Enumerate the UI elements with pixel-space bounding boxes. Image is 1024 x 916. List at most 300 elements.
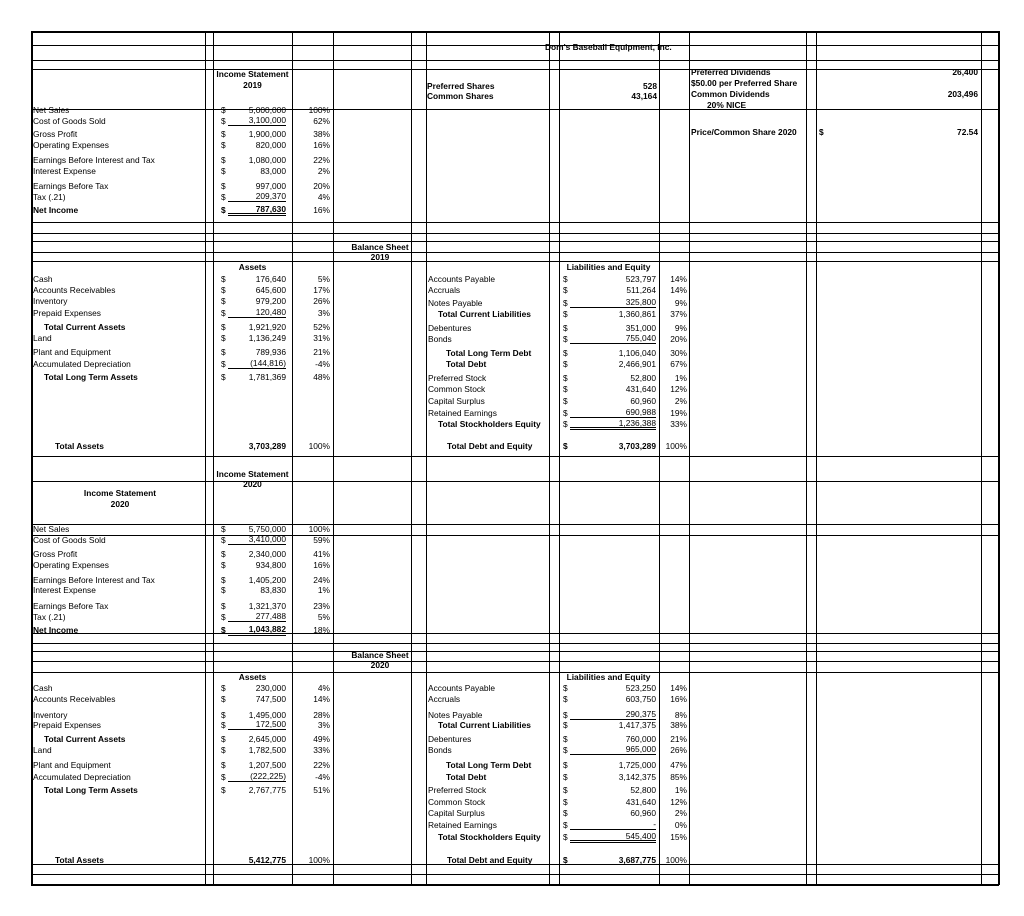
dollar-sign: $ bbox=[563, 832, 568, 842]
liability-value: 52,800 bbox=[630, 785, 656, 795]
asset-percent: 14% bbox=[313, 694, 330, 704]
liability-percent: 0% bbox=[674, 820, 687, 830]
liabilities-equity-header: Liabilities and Equity bbox=[566, 262, 651, 272]
dollar-sign: $ bbox=[563, 441, 568, 451]
asset-row-label: Cash bbox=[33, 274, 53, 284]
grid-hline bbox=[31, 31, 999, 33]
dollar-sign: $ bbox=[221, 560, 226, 570]
liability-value: 431,640 bbox=[625, 384, 656, 394]
total-debt-equity-label: Total Debt and Equity bbox=[447, 855, 533, 865]
income-value: 787,630 bbox=[228, 205, 286, 216]
asset-percent: 21% bbox=[313, 347, 330, 357]
liability-row-label: Total Debt bbox=[446, 359, 487, 369]
liability-value: 760,000 bbox=[625, 734, 656, 744]
income-row-label: Operating Expenses bbox=[33, 140, 109, 150]
liability-percent: 1% bbox=[674, 373, 687, 383]
total-assets-percent: 100% bbox=[308, 855, 330, 865]
liability-value: 60,960 bbox=[630, 808, 656, 818]
liability-percent: 33% bbox=[670, 419, 687, 429]
grid-hline bbox=[31, 222, 999, 223]
total-assets-value: 5,412,775 bbox=[248, 855, 286, 865]
liability-value: 690,988 bbox=[570, 408, 656, 418]
asset-value: 1,782,500 bbox=[248, 745, 286, 755]
dollar-sign: $ bbox=[563, 285, 568, 295]
income-percent: 5% bbox=[317, 612, 330, 622]
dollar-sign: $ bbox=[221, 785, 226, 795]
dollar-sign: $ bbox=[563, 309, 568, 319]
dollar-sign: $ bbox=[221, 524, 226, 534]
grid-hline bbox=[31, 456, 999, 457]
income-value: 209,370 bbox=[228, 192, 286, 202]
liability-value: 3,142,375 bbox=[618, 772, 656, 782]
liability-percent: 38% bbox=[670, 720, 687, 730]
liabilities-equity-header: Liabilities and Equity bbox=[566, 672, 651, 682]
liability-value: 1,360,861 bbox=[618, 309, 656, 319]
dollar-sign: $ bbox=[221, 734, 226, 744]
asset-row-label: Total Current Assets bbox=[44, 322, 126, 332]
dollar-sign: $ bbox=[563, 734, 568, 744]
dollar-sign: $ bbox=[221, 683, 226, 693]
income-percent: 62% bbox=[313, 116, 330, 126]
liability-percent: 9% bbox=[674, 323, 687, 333]
income-value: 1,900,000 bbox=[248, 129, 286, 139]
liability-value: 965,000 bbox=[570, 745, 656, 755]
income-percent: 20% bbox=[313, 181, 330, 191]
dollar-sign: $ bbox=[563, 785, 568, 795]
dollar-sign: $ bbox=[563, 373, 568, 383]
grid-hline bbox=[31, 884, 999, 886]
grid-hline bbox=[31, 252, 999, 253]
asset-row-label: Cash bbox=[33, 683, 53, 693]
income-percent: 16% bbox=[313, 140, 330, 150]
income-percent: 41% bbox=[313, 549, 330, 559]
dollar-sign: $ bbox=[221, 549, 226, 559]
balance-sheet-title: Balance Sheet bbox=[351, 650, 409, 660]
asset-row-label: Land bbox=[33, 333, 52, 343]
grid-vline bbox=[426, 31, 427, 885]
dollar-sign: $ bbox=[563, 384, 568, 394]
asset-value: 1,495,000 bbox=[248, 710, 286, 720]
liability-row-label: Preferred Stock bbox=[428, 785, 487, 795]
asset-row-label: Total Long Term Assets bbox=[44, 785, 138, 795]
asset-percent: 3% bbox=[317, 308, 330, 318]
asset-value: 789,936 bbox=[255, 347, 286, 357]
income-percent: 1% bbox=[317, 585, 330, 595]
income-value: 277,488 bbox=[228, 612, 286, 622]
liability-value: 325,800 bbox=[570, 298, 656, 308]
grid-hline bbox=[31, 643, 999, 644]
income-value: 1,405,200 bbox=[248, 575, 286, 585]
dollar-sign: $ bbox=[563, 323, 568, 333]
liability-value: 603,750 bbox=[625, 694, 656, 704]
preferred-dividends-label: Preferred Dividends bbox=[691, 67, 771, 77]
income-row-label: Net Sales bbox=[33, 524, 70, 534]
asset-value: 2,645,000 bbox=[248, 734, 286, 744]
grid-hline bbox=[31, 45, 999, 46]
dollar-sign: $ bbox=[221, 694, 226, 704]
asset-percent: 26% bbox=[313, 296, 330, 306]
dollar-sign: $ bbox=[221, 192, 226, 202]
income-row-label: Cost of Goods Sold bbox=[33, 535, 106, 545]
grid-vline bbox=[659, 31, 660, 885]
liability-value: 755,040 bbox=[570, 334, 656, 344]
asset-row-label: Accounts Receivables bbox=[33, 694, 116, 704]
liability-percent: 21% bbox=[670, 734, 687, 744]
income-row-label: Earnings Before Tax bbox=[33, 181, 109, 191]
liability-row-label: Total Debt bbox=[446, 772, 487, 782]
common-shares-value: 43,164 bbox=[631, 91, 657, 101]
grid-hline bbox=[31, 69, 999, 70]
liability-value: 52,800 bbox=[630, 373, 656, 383]
total-debt-equity-label: Total Debt and Equity bbox=[447, 441, 533, 451]
liability-percent: 2% bbox=[674, 396, 687, 406]
liability-percent: 14% bbox=[670, 274, 687, 284]
liability-value: 523,250 bbox=[625, 683, 656, 693]
income-statement-title: Income Statement bbox=[216, 69, 289, 79]
income-statement-title: Income Statement bbox=[83, 488, 157, 498]
liability-percent: 1% bbox=[674, 785, 687, 795]
preferred-shares-label: Preferred Shares bbox=[427, 81, 495, 91]
asset-row-label: Prepaid Expenses bbox=[33, 720, 101, 730]
grid-vline bbox=[205, 31, 206, 885]
liability-value: 545,400 bbox=[570, 832, 656, 843]
dollar-sign: $ bbox=[221, 205, 226, 215]
liability-percent: 8% bbox=[674, 710, 687, 720]
common-shares-label: Common Shares bbox=[427, 91, 494, 101]
liability-row-label: Bonds bbox=[428, 334, 452, 344]
income-value: 997,000 bbox=[255, 181, 286, 191]
liability-percent: 26% bbox=[670, 745, 687, 755]
dollar-sign: $ bbox=[221, 710, 226, 720]
liability-row-label: Total Long Term Debt bbox=[446, 760, 532, 770]
dollar-sign: $ bbox=[563, 274, 568, 284]
asset-percent: 52% bbox=[313, 322, 330, 332]
dollar-sign: $ bbox=[563, 797, 568, 807]
grid-vline bbox=[411, 31, 412, 885]
liability-percent: 14% bbox=[670, 683, 687, 693]
liability-row-label: Total Current Liabilities bbox=[438, 309, 531, 319]
asset-value: 979,200 bbox=[255, 296, 286, 306]
grid-hline bbox=[31, 651, 999, 652]
grid-vline bbox=[292, 31, 293, 885]
income-value: 2,340,000 bbox=[248, 549, 286, 559]
dollar-sign: $ bbox=[221, 285, 226, 295]
total-assets-value: 3,703,289 bbox=[248, 441, 286, 451]
income-row-label: Net Sales bbox=[33, 105, 70, 115]
dollar-sign: $ bbox=[563, 408, 568, 418]
asset-value: 1,921,920 bbox=[248, 322, 286, 332]
grid-hline bbox=[31, 261, 999, 262]
common-dividends-label: Common Dividends bbox=[691, 89, 770, 99]
income-row-label: Interest Expense bbox=[33, 585, 96, 595]
total-assets-percent: 100% bbox=[308, 441, 330, 451]
liability-value: 523,797 bbox=[625, 274, 656, 284]
income-percent: 59% bbox=[313, 535, 330, 545]
income-value: 3,410,000 bbox=[228, 535, 286, 545]
liability-percent: 67% bbox=[670, 359, 687, 369]
asset-row-label: Total Current Assets bbox=[44, 734, 126, 744]
income-row-label: Gross Profit bbox=[33, 549, 78, 559]
dollar-sign: $ bbox=[563, 334, 568, 344]
asset-value: 1,207,500 bbox=[248, 760, 286, 770]
dollar-sign: $ bbox=[563, 348, 568, 358]
liability-row-label: Common Stock bbox=[428, 797, 486, 807]
asset-percent: 49% bbox=[313, 734, 330, 744]
income-percent: 100% bbox=[308, 105, 330, 115]
dollar-sign: $ bbox=[563, 808, 568, 818]
grid-vline bbox=[213, 31, 214, 885]
price-per-common-share-value: 72.54 bbox=[957, 127, 978, 137]
liability-percent: 85% bbox=[670, 772, 687, 782]
income-value: 934,800 bbox=[255, 560, 286, 570]
asset-value: (144,816) bbox=[228, 359, 286, 369]
asset-value: 176,640 bbox=[255, 274, 286, 284]
dollar-sign: $ bbox=[221, 129, 226, 139]
dollar-sign: $ bbox=[563, 298, 568, 308]
grid-vline bbox=[549, 31, 550, 885]
liability-row-label: Accruals bbox=[428, 694, 461, 704]
liability-percent: 16% bbox=[670, 694, 687, 704]
liability-row-label: Retained Earnings bbox=[428, 408, 497, 418]
income-percent: 4% bbox=[317, 192, 330, 202]
total-debt-equity-value: 3,687,775 bbox=[618, 855, 656, 865]
income-statement-year: 2019 bbox=[243, 80, 262, 90]
income-row-label: Tax (.21) bbox=[33, 612, 66, 622]
grid-hline bbox=[31, 874, 999, 875]
asset-value: 230,000 bbox=[255, 683, 286, 693]
preferred-shares-value: 528 bbox=[643, 81, 657, 91]
liability-percent: 20% bbox=[670, 334, 687, 344]
dollar-sign: $ bbox=[221, 308, 226, 318]
income-percent: 24% bbox=[313, 575, 330, 585]
preferred-dividends-value: 26,400 bbox=[952, 67, 978, 77]
income-percent: 100% bbox=[308, 524, 330, 534]
liability-percent: 9% bbox=[674, 298, 687, 308]
asset-value: 1,781,369 bbox=[248, 372, 286, 382]
asset-percent: -4% bbox=[315, 359, 330, 369]
liability-value: 351,000 bbox=[625, 323, 656, 333]
income-row-label: Earnings Before Interest and Tax bbox=[33, 155, 155, 165]
assets-header: Assets bbox=[238, 262, 267, 272]
liability-row-label: Accruals bbox=[428, 285, 461, 295]
grid-vline bbox=[816, 31, 817, 885]
income-statement-title: Income Statement bbox=[216, 469, 289, 479]
dollar-sign: $ bbox=[221, 166, 226, 176]
asset-row-label: Accounts Receivables bbox=[33, 285, 116, 295]
liability-value: 1,417,375 bbox=[618, 720, 656, 730]
grid-hline bbox=[31, 481, 999, 482]
liability-percent: 12% bbox=[670, 797, 687, 807]
asset-percent: 3% bbox=[317, 720, 330, 730]
income-value: 83,830 bbox=[260, 585, 286, 595]
dollar-sign: $ bbox=[221, 105, 226, 115]
asset-row-label: Total Long Term Assets bbox=[44, 372, 138, 382]
grid-hline bbox=[31, 661, 999, 662]
income-row-label: Operating Expenses bbox=[33, 560, 109, 570]
per-preferred-share-label: $50.00 per Preferred Share bbox=[691, 78, 798, 88]
income-row-label: Net Income bbox=[33, 205, 79, 215]
price-per-common-share-label: Price/Common Share 2020 bbox=[691, 127, 797, 137]
asset-percent: 5% bbox=[317, 274, 330, 284]
dollar-sign: $ bbox=[563, 820, 568, 830]
income-percent: 18% bbox=[313, 625, 330, 635]
asset-value: 2,767,775 bbox=[248, 785, 286, 795]
asset-row-label: Land bbox=[33, 745, 52, 755]
grid-vline bbox=[559, 31, 560, 885]
dollar-sign: $ bbox=[221, 372, 226, 382]
income-value: 5,000,000 bbox=[248, 105, 286, 115]
dollar-sign: $ bbox=[221, 274, 226, 284]
income-value: 1,043,882 bbox=[228, 625, 286, 636]
grid-vline bbox=[333, 31, 334, 885]
liability-row-label: Notes Payable bbox=[428, 298, 483, 308]
liability-row-label: Accounts Payable bbox=[428, 683, 496, 693]
asset-value: 645,600 bbox=[255, 285, 286, 295]
dollar-sign: $ bbox=[221, 116, 226, 126]
dollar-sign: $ bbox=[563, 683, 568, 693]
income-percent: 22% bbox=[313, 155, 330, 165]
dollar-sign: $ bbox=[221, 745, 226, 755]
dollar-sign: $ bbox=[563, 772, 568, 782]
asset-percent: 33% bbox=[313, 745, 330, 755]
dollar-sign: $ bbox=[563, 396, 568, 406]
dollar-sign: $ bbox=[221, 772, 226, 782]
asset-percent: 51% bbox=[313, 785, 330, 795]
dollar-sign: $ bbox=[221, 333, 226, 343]
total-debt-equity-percent: 100% bbox=[665, 855, 687, 865]
dollar-sign: $ bbox=[221, 181, 226, 191]
dollar-sign: $ bbox=[563, 855, 568, 865]
income-row-label: Earnings Before Tax bbox=[33, 601, 109, 611]
income-statement-year: 2020 bbox=[110, 499, 130, 509]
liability-percent: 2% bbox=[674, 808, 687, 818]
dollar-sign: $ bbox=[563, 760, 568, 770]
liability-value: - bbox=[570, 820, 656, 830]
dollar-sign: $ bbox=[221, 322, 226, 332]
company-title: Dom's Baseball Equipment, Inc. bbox=[545, 42, 672, 52]
liability-percent: 12% bbox=[670, 384, 687, 394]
nice-label: 20% NICE bbox=[707, 100, 747, 110]
liability-row-label: Common Stock bbox=[428, 384, 486, 394]
dollar-sign: $ bbox=[221, 575, 226, 585]
income-percent: 38% bbox=[313, 129, 330, 139]
asset-value: 747,500 bbox=[255, 694, 286, 704]
income-percent: 23% bbox=[313, 601, 330, 611]
balance-sheet-year: 2020 bbox=[370, 660, 390, 670]
dollar-sign: $ bbox=[221, 601, 226, 611]
asset-row-label: Inventory bbox=[33, 710, 68, 720]
liability-value: 511,264 bbox=[626, 285, 656, 295]
total-assets-label: Total Assets bbox=[55, 855, 104, 865]
dollar-sign: $ bbox=[563, 419, 568, 429]
dollar-sign: $ bbox=[221, 140, 226, 150]
grid-vline bbox=[806, 31, 807, 885]
liability-value: 2,466,901 bbox=[618, 359, 656, 369]
liability-row-label: Retained Earnings bbox=[428, 820, 497, 830]
balance-sheet-year: 2019 bbox=[370, 252, 390, 262]
liability-percent: 47% bbox=[670, 760, 687, 770]
liability-row-label: Total Stockholders Equity bbox=[438, 419, 541, 429]
liability-value: 60,960 bbox=[630, 396, 656, 406]
income-row-label: Gross Profit bbox=[33, 129, 78, 139]
asset-row-label: Prepaid Expenses bbox=[33, 308, 101, 318]
liability-row-label: Notes Payable bbox=[428, 710, 483, 720]
dollar-sign: $ bbox=[221, 155, 226, 165]
liability-value: 431,640 bbox=[625, 797, 656, 807]
liability-row-label: Debentures bbox=[428, 323, 472, 333]
income-value: 3,100,000 bbox=[228, 116, 286, 126]
liability-value: 1,725,000 bbox=[618, 760, 656, 770]
asset-value: 172,500 bbox=[228, 720, 286, 730]
grid-vline bbox=[689, 31, 690, 885]
liability-percent: 15% bbox=[670, 832, 687, 842]
assets-header: Assets bbox=[238, 672, 267, 682]
liability-percent: 30% bbox=[670, 348, 687, 358]
grid-vline bbox=[981, 31, 982, 885]
liability-percent: 37% bbox=[670, 309, 687, 319]
asset-value: 1,136,249 bbox=[248, 333, 286, 343]
income-value: 1,080,000 bbox=[248, 155, 286, 165]
asset-percent: 48% bbox=[313, 372, 330, 382]
income-row-label: Net Income bbox=[33, 625, 79, 635]
grid-hline bbox=[31, 233, 999, 234]
asset-percent: 4% bbox=[317, 683, 330, 693]
income-row-label: Earnings Before Interest and Tax bbox=[33, 575, 155, 585]
liability-row-label: Capital Surplus bbox=[428, 808, 485, 818]
asset-percent: 28% bbox=[313, 710, 330, 720]
income-percent: 2% bbox=[317, 166, 330, 176]
liability-row-label: Preferred Stock bbox=[428, 373, 487, 383]
asset-percent: -4% bbox=[315, 772, 330, 782]
liability-value: 1,106,040 bbox=[618, 348, 656, 358]
dollar-sign: $ bbox=[221, 585, 226, 595]
dollar-sign: $ bbox=[221, 347, 226, 357]
asset-row-label: Plant and Equipment bbox=[33, 760, 111, 770]
dollar-sign: $ bbox=[563, 720, 568, 730]
asset-row-label: Inventory bbox=[33, 296, 68, 306]
income-value: 5,750,000 bbox=[248, 524, 286, 534]
asset-row-label: Accumulated Depreciation bbox=[33, 359, 131, 369]
income-value: 820,000 bbox=[255, 140, 286, 150]
income-row-label: Tax (.21) bbox=[33, 192, 66, 202]
income-percent: 16% bbox=[313, 205, 330, 215]
asset-value: (222,225) bbox=[228, 772, 286, 782]
dollar-sign: $ bbox=[221, 760, 226, 770]
asset-percent: 22% bbox=[313, 760, 330, 770]
liability-percent: 19% bbox=[670, 408, 687, 418]
dollar-sign: $ bbox=[563, 710, 568, 720]
total-debt-equity-value: 3,703,289 bbox=[618, 441, 656, 451]
asset-row-label: Plant and Equipment bbox=[33, 347, 111, 357]
common-dividends-value: 203,496 bbox=[947, 89, 978, 99]
dollar-sign: $ bbox=[819, 127, 824, 137]
dollar-sign: $ bbox=[563, 745, 568, 755]
dollar-sign: $ bbox=[221, 720, 226, 730]
grid-hline bbox=[31, 672, 999, 673]
liability-row-label: Accounts Payable bbox=[428, 274, 496, 284]
dollar-sign: $ bbox=[221, 296, 226, 306]
total-assets-label: Total Assets bbox=[55, 441, 104, 451]
asset-row-label: Accumulated Depreciation bbox=[33, 772, 131, 782]
dollar-sign: $ bbox=[221, 612, 226, 622]
balance-sheet-title: Balance Sheet bbox=[351, 242, 409, 252]
grid-vline bbox=[998, 31, 1000, 885]
income-row-label: Interest Expense bbox=[33, 166, 96, 176]
dollar-sign: $ bbox=[221, 535, 226, 545]
income-percent: 16% bbox=[313, 560, 330, 570]
dollar-sign: $ bbox=[563, 694, 568, 704]
liability-percent: 14% bbox=[670, 285, 687, 295]
